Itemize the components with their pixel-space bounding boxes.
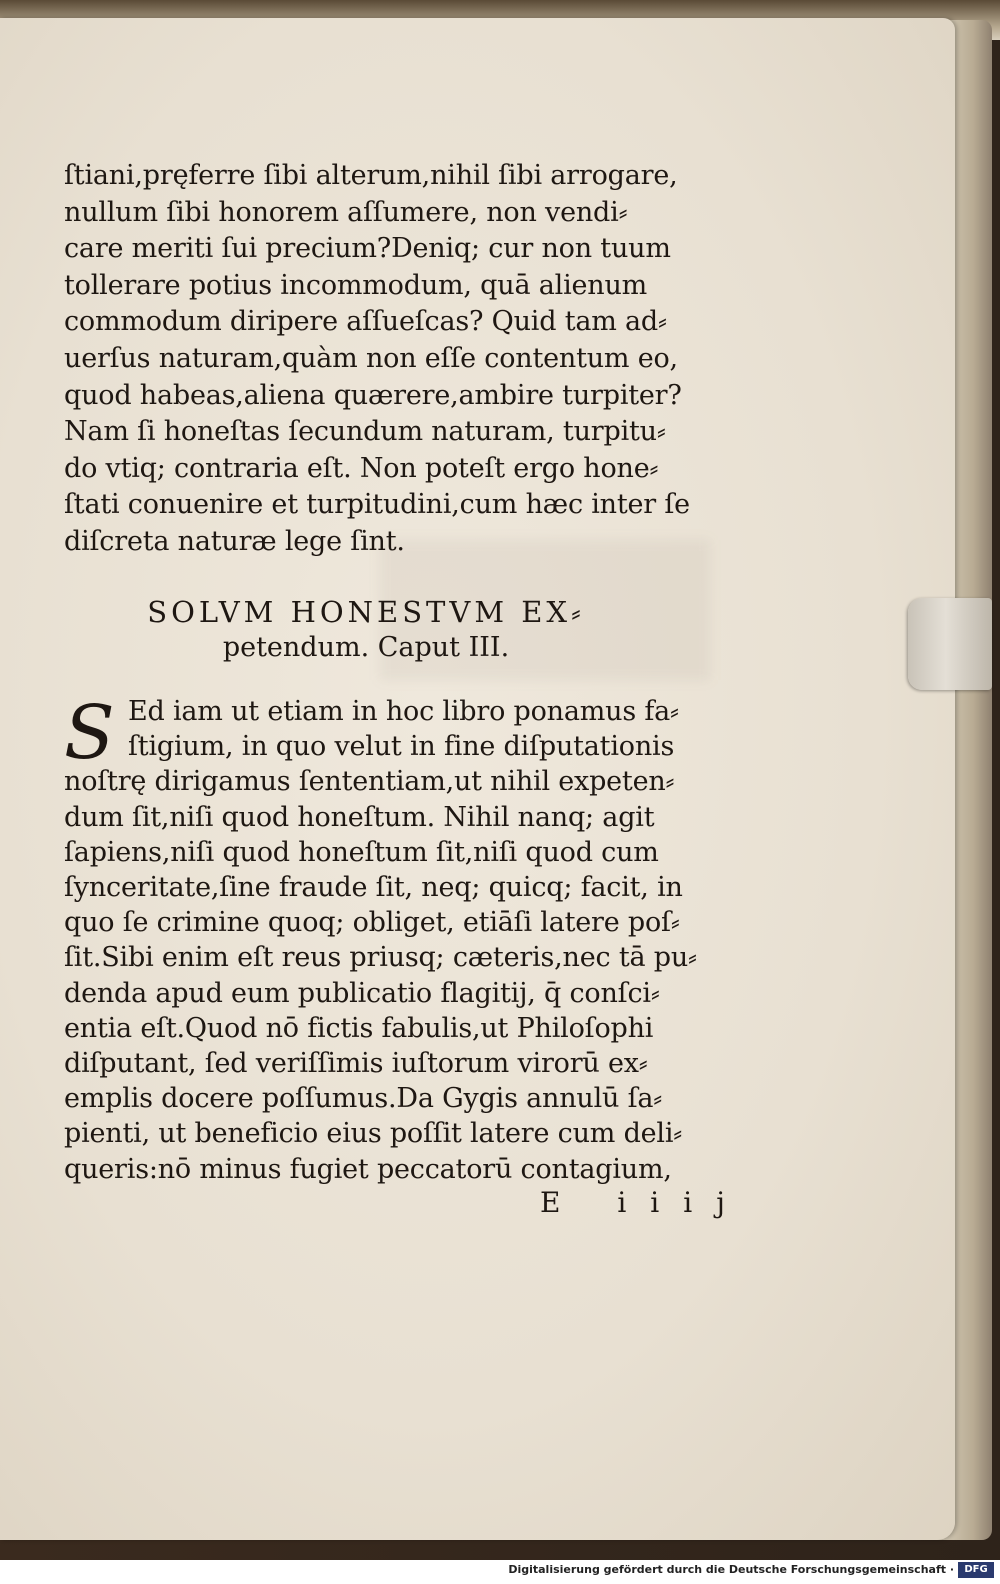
chapter-body xyxy=(64,690,724,1187)
dfg-logo: DFG xyxy=(958,1562,994,1578)
text-line: ſynceritate,ſine fraude ſit, neq; quicq; facit, in xyxy=(64,872,683,904)
text-line: nullum ſibi honorem aſſumere, non vendi⸗ xyxy=(64,196,628,228)
text-line: ſtati conuenire et turpitudini,cum hæc inter ſe xyxy=(64,489,690,521)
text-line: quod habeas,aliena quærere,ambire turpiter? xyxy=(64,379,682,411)
text-line: emplis docere poſſumus.Da Gygis annulū ſa⸗ xyxy=(64,1083,663,1115)
text-line: ſit.Sibi enim eſt reus priusq; cæteris,nec tā pu⸗ xyxy=(64,942,697,974)
text-line: pienti, ut beneficio eius poſſit latere cum deli⸗ xyxy=(64,1118,683,1150)
text-line: entia eſt.Quod nō fictis fabulis,ut Philoſophi xyxy=(64,1012,654,1044)
text-line: denda apud eum publicatio flagitij, q̄ conſci⸗ xyxy=(64,977,660,1009)
text-line: do vtiq; contraria eſt. Non poteſt ergo hone⸗ xyxy=(64,452,659,484)
signature-mark: E iiij xyxy=(540,1186,749,1219)
drop-initial: S xyxy=(64,690,115,776)
text-line: ſtigium, in quo velut in fine diſputationis xyxy=(128,731,675,763)
text-line: quo ſe crimine quoq; obliget, etiāſi latere poſ⸗ xyxy=(64,907,680,939)
text-line: ſapiens,niſi quod honeſtum ſit,niſi quod cum xyxy=(64,836,659,868)
chapter-heading xyxy=(106,594,626,666)
text-line: care meriti ſui precium?Deniq; cur non tuum xyxy=(64,233,671,265)
heading-subtitle: petendum. Caput III. xyxy=(222,632,510,663)
text-line: tollerare potius incommodum, quā alienum xyxy=(64,269,648,301)
text-line: uerſus naturam,quàm non eſſe contentum eo, xyxy=(64,342,678,374)
text-line: Nam ſi honeſtas ſecundum naturam, turpitu⸗ xyxy=(64,416,666,448)
text-line: diſcreta naturæ lege ſint. xyxy=(64,525,405,557)
text-line: dum ſit,niſi quod honeſtum. Nihil nanq; agit xyxy=(64,801,655,833)
text-line: diſputant, ſed veriſſimis iuſtorum virorū ex⸗ xyxy=(64,1048,648,1080)
text-line: commodum diripere aſſueſcas? Quid tam ad⸗ xyxy=(64,306,667,338)
text-line: Ed iam ut etiam in hoc libro ponamus fa⸗ xyxy=(128,696,679,727)
funding-credit: Digitalisierung gefördert durch die Deutsche Forschungsgemeinschaft · xyxy=(508,1563,954,1576)
page-clip xyxy=(908,598,992,690)
heading-title: SOLVM HONESTVM EX⸗ xyxy=(147,595,585,629)
text-line: noſtrę dirigamus ſententiam,ut nihil expeten⸗ xyxy=(64,766,675,798)
text-line: ſtiani,pręferre ſibi alterum,nihil ſibi arrogare, xyxy=(64,160,678,191)
text-line: queris:nō minus fugiet peccatorū contagium, xyxy=(64,1153,672,1185)
continued-text xyxy=(64,158,724,561)
